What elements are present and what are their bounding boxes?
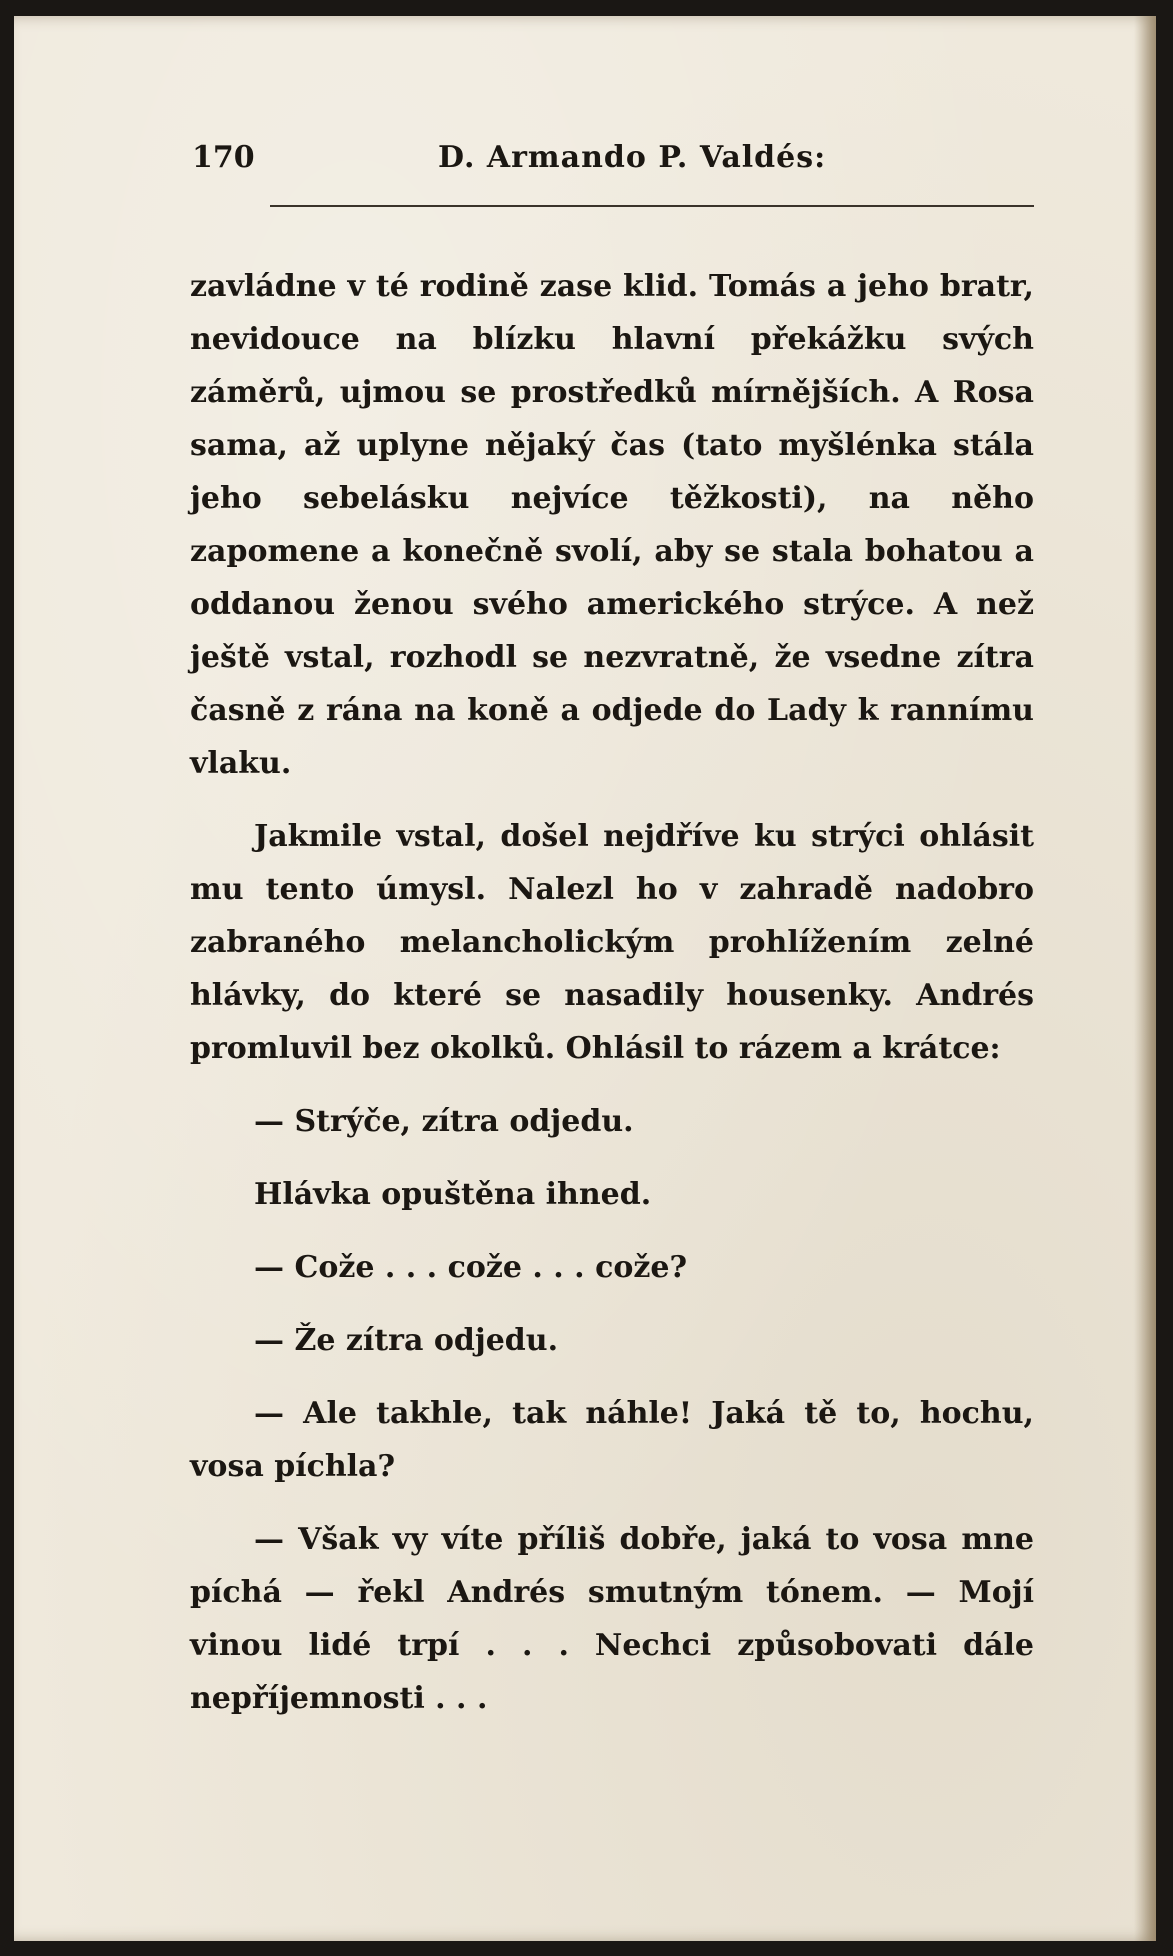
paragraph-1: zavládne v té rodině zase klid. Tomás a jeho bratr, nevidouce na blízku hlavní překážku svých záměrů, ujmou se prostředků mírnějších. A Rosa sama, až uplyne nějaký čas (tato myšlénka stála jeho sebelásku nejvíce těžkosti), na něho zapomene a konečně svolí, aby se stala bohatou a oddanou ženou svého amerického strýce. A než ještě vstal, rozhodl se nezvratně, že vsedne zítra časně z rána na koně a odjede do Lady k rannímu vlaku. [190, 269, 1034, 781]
page-edge-shadow [1134, 16, 1156, 1941]
book-page [14, 16, 1156, 1941]
running-head [190, 140, 1034, 184]
dialogue-line-4: — Ale takhle, tak náhle! Jaká tě to, hochu, vosa píchla? [190, 1396, 1034, 1484]
header-rule [270, 205, 1034, 207]
dialogue-line-1: — Strýče, zítra odjedu. [254, 1104, 634, 1139]
page-number: 170 [192, 140, 255, 175]
dialogue-line-3: — Že zítra odjedu. [254, 1323, 559, 1358]
paragraph-2: Jakmile vstal, došel nejdříve ku strýci ohlásit mu tento úmysl. Nalezl ho v zahradě nadobro zabraného melancholickým prohlížením zelné hlávky, do které se nasadily housenky. Andrés promluvil bez okolků. Ohlásil to rázem a krátce: [190, 819, 1034, 1066]
header-title: D. Armando P. Valdés: [438, 140, 827, 175]
body-text [190, 260, 1034, 1745]
dialogue-line-2: — Cože . . . cože . . . cože? [254, 1250, 688, 1285]
dialogue-line-5: — Však vy víte příliš dobře, jaká to vosa mne píchá — řekl Andrés smutným tónem. — Mojí vinou lidé trpí . . . Nechci způsobovati dále nepříjemnosti . . . [190, 1522, 1034, 1716]
paragraph-3: Hlávka opuštěna ihned. [254, 1177, 652, 1212]
